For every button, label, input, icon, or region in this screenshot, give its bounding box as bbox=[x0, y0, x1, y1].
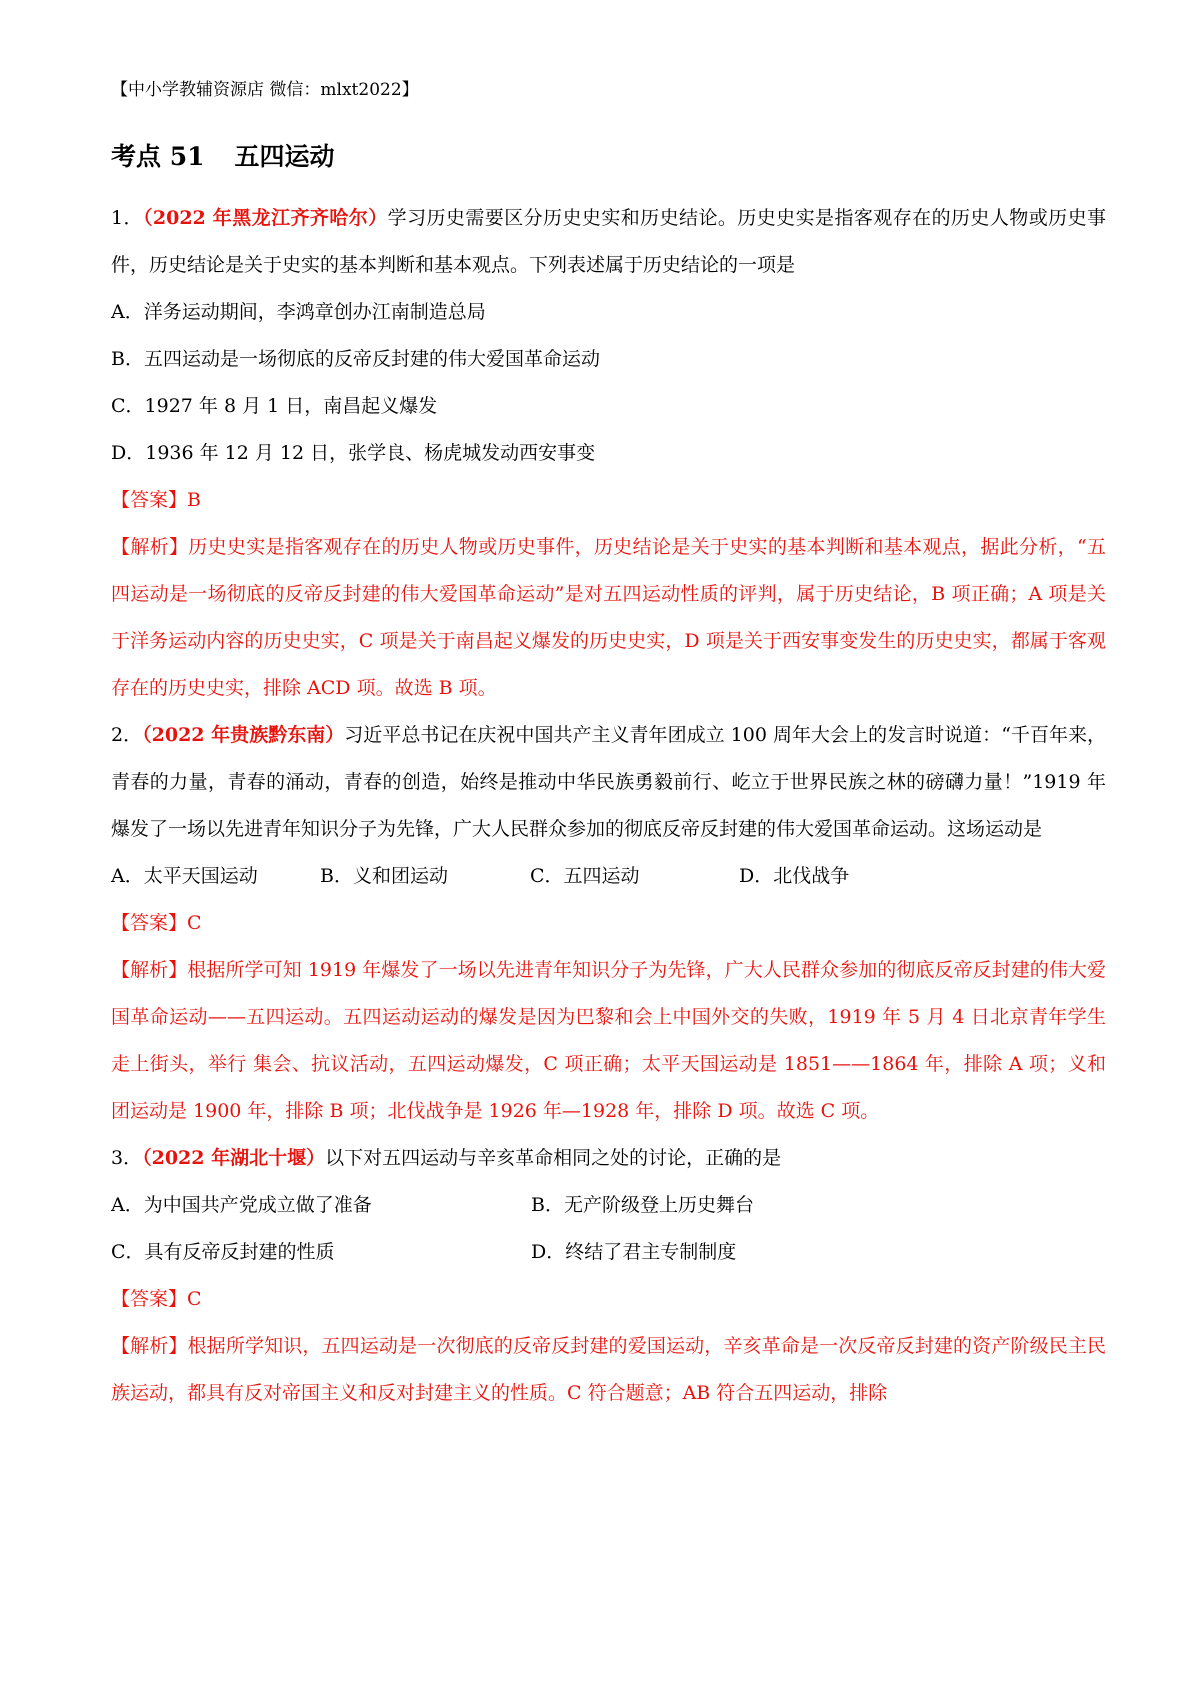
title-prefix: 考点 51 bbox=[111, 142, 205, 171]
option-d: D．终结了君主专制制度 bbox=[531, 1241, 737, 1263]
question-stem bbox=[111, 1135, 1106, 1182]
question-stem bbox=[111, 712, 1106, 853]
question-source: （2022 年黑龙江齐齐哈尔） bbox=[142, 207, 388, 229]
question-text: 学习历史需要区分历史史实和历史结论。历史史实是指客观存在的历史人物或历史事件，历史结论是关于史实的基本判断和基本观点。下列表述属于历史结论的一项是 bbox=[111, 207, 1106, 276]
analysis: 【解析】根据所学可知 1919 年爆发了一场以先进青年知识分子为先锋，广大人民群众参加的彻底反帝反封建的伟大爱国革命运动——五四运动。五四运动运动的爆发是因为巴黎和会上中国外交的失败，1919 年 5 月 4 日北京青年学生走上街头，举行 集会、抗议活动，五四运动爆发，C 项正确；太平天国运动是 1851——1864 年，排除 A 项；义和团运动是 1900 年，排除 B 项；北伐战争是 1926 年—1928 年，排除 D 项。故选 C 项。 bbox=[111, 959, 1106, 1122]
question-text: 以下对五四运动与辛亥革命相同之处的讨论，正确的是 bbox=[325, 1147, 782, 1169]
option-a: A．为中国共产党成立做了准备 bbox=[111, 1194, 372, 1216]
option-c: C．具有反帝反封建的性质 bbox=[111, 1241, 335, 1263]
question-source: （2022 年贵族黔东南） bbox=[142, 724, 345, 746]
question-stem bbox=[111, 195, 1106, 289]
option-a: A．太平天国运动 bbox=[111, 865, 258, 887]
option-b: B．无产阶级登上历史舞台 bbox=[531, 1194, 754, 1216]
question-number: 2． bbox=[111, 724, 143, 746]
answer: 【答案】B bbox=[111, 489, 201, 511]
option-d: D．1936 年 12 月 12 日，张学良、杨虎城发动西安事变 bbox=[111, 442, 596, 464]
question-number: 1． bbox=[111, 207, 143, 229]
option-b: B．五四运动是一场彻底的反帝反封建的伟大爱国革命运动 bbox=[111, 348, 600, 370]
question-1 bbox=[111, 195, 1106, 712]
option-b: B．义和团运动 bbox=[320, 865, 448, 887]
title-name: 五四运动 bbox=[234, 142, 335, 171]
header-note: 【中小学教辅资源店 微信：mlxt2022】 bbox=[111, 80, 419, 100]
analysis: 【解析】根据所学知识，五四运动是一次彻底的反帝反封建的爱国运动，辛亥革命是一次反帝反封建的资产阶级民主民族运动，都具有反对帝国主义和反对封建主义的性质。C 符合题意；AB 符合五四运动，排除 bbox=[111, 1335, 1106, 1404]
option-c: C．1927 年 8 月 1 日，南昌起义爆发 bbox=[111, 395, 438, 417]
options-row bbox=[111, 1229, 1106, 1276]
question-2 bbox=[111, 712, 1106, 1135]
question-3 bbox=[111, 1135, 1106, 1417]
option-c: C．五四运动 bbox=[530, 865, 640, 887]
answer: 【答案】C bbox=[111, 912, 202, 934]
question-text: 习近平总书记在庆祝中国共产主义青年团成立 100 周年大会上的发言时说道：“千百年来，青春的力量，青春的涌动，青春的创造，始终是推动中华民族勇毅前行、屹立于世界民族之林的磅礴力量！”1919 年爆发了一场以先进青年知识分子为先锋，广大人民群众参加的彻底反帝反封建的伟大爱国革命运动。这场运动是 bbox=[111, 724, 1106, 840]
options-row bbox=[111, 853, 1106, 900]
option-a: A．洋务运动期间，李鸿章创办江南制造总局 bbox=[111, 301, 486, 323]
answer: 【答案】C bbox=[111, 1288, 202, 1310]
question-number: 3． bbox=[111, 1147, 143, 1169]
question-source: （2022 年湖北十堰） bbox=[142, 1147, 326, 1169]
option-d: D．北伐战争 bbox=[739, 865, 850, 887]
page-title bbox=[111, 139, 1106, 175]
options-row bbox=[111, 1182, 1106, 1229]
document-page bbox=[111, 78, 1106, 1417]
analysis: 【解析】历史史实是指客观存在的历史人物或历史事件，历史结论是关于史实的基本判断和基本观点，据此分析，“五四运动是一场彻底的反帝反封建的伟大爱国革命运动”是对五四运动性质的评判，属于历史结论，B 项正确；A 项是关于洋务运动内容的历史史实，C 项是关于南昌起义爆发的历史史实，D 项是关于西安事变发生的历史史实，都属于客观存在的历史史实，排除 ACD 项。故选 B 项。 bbox=[111, 536, 1106, 699]
